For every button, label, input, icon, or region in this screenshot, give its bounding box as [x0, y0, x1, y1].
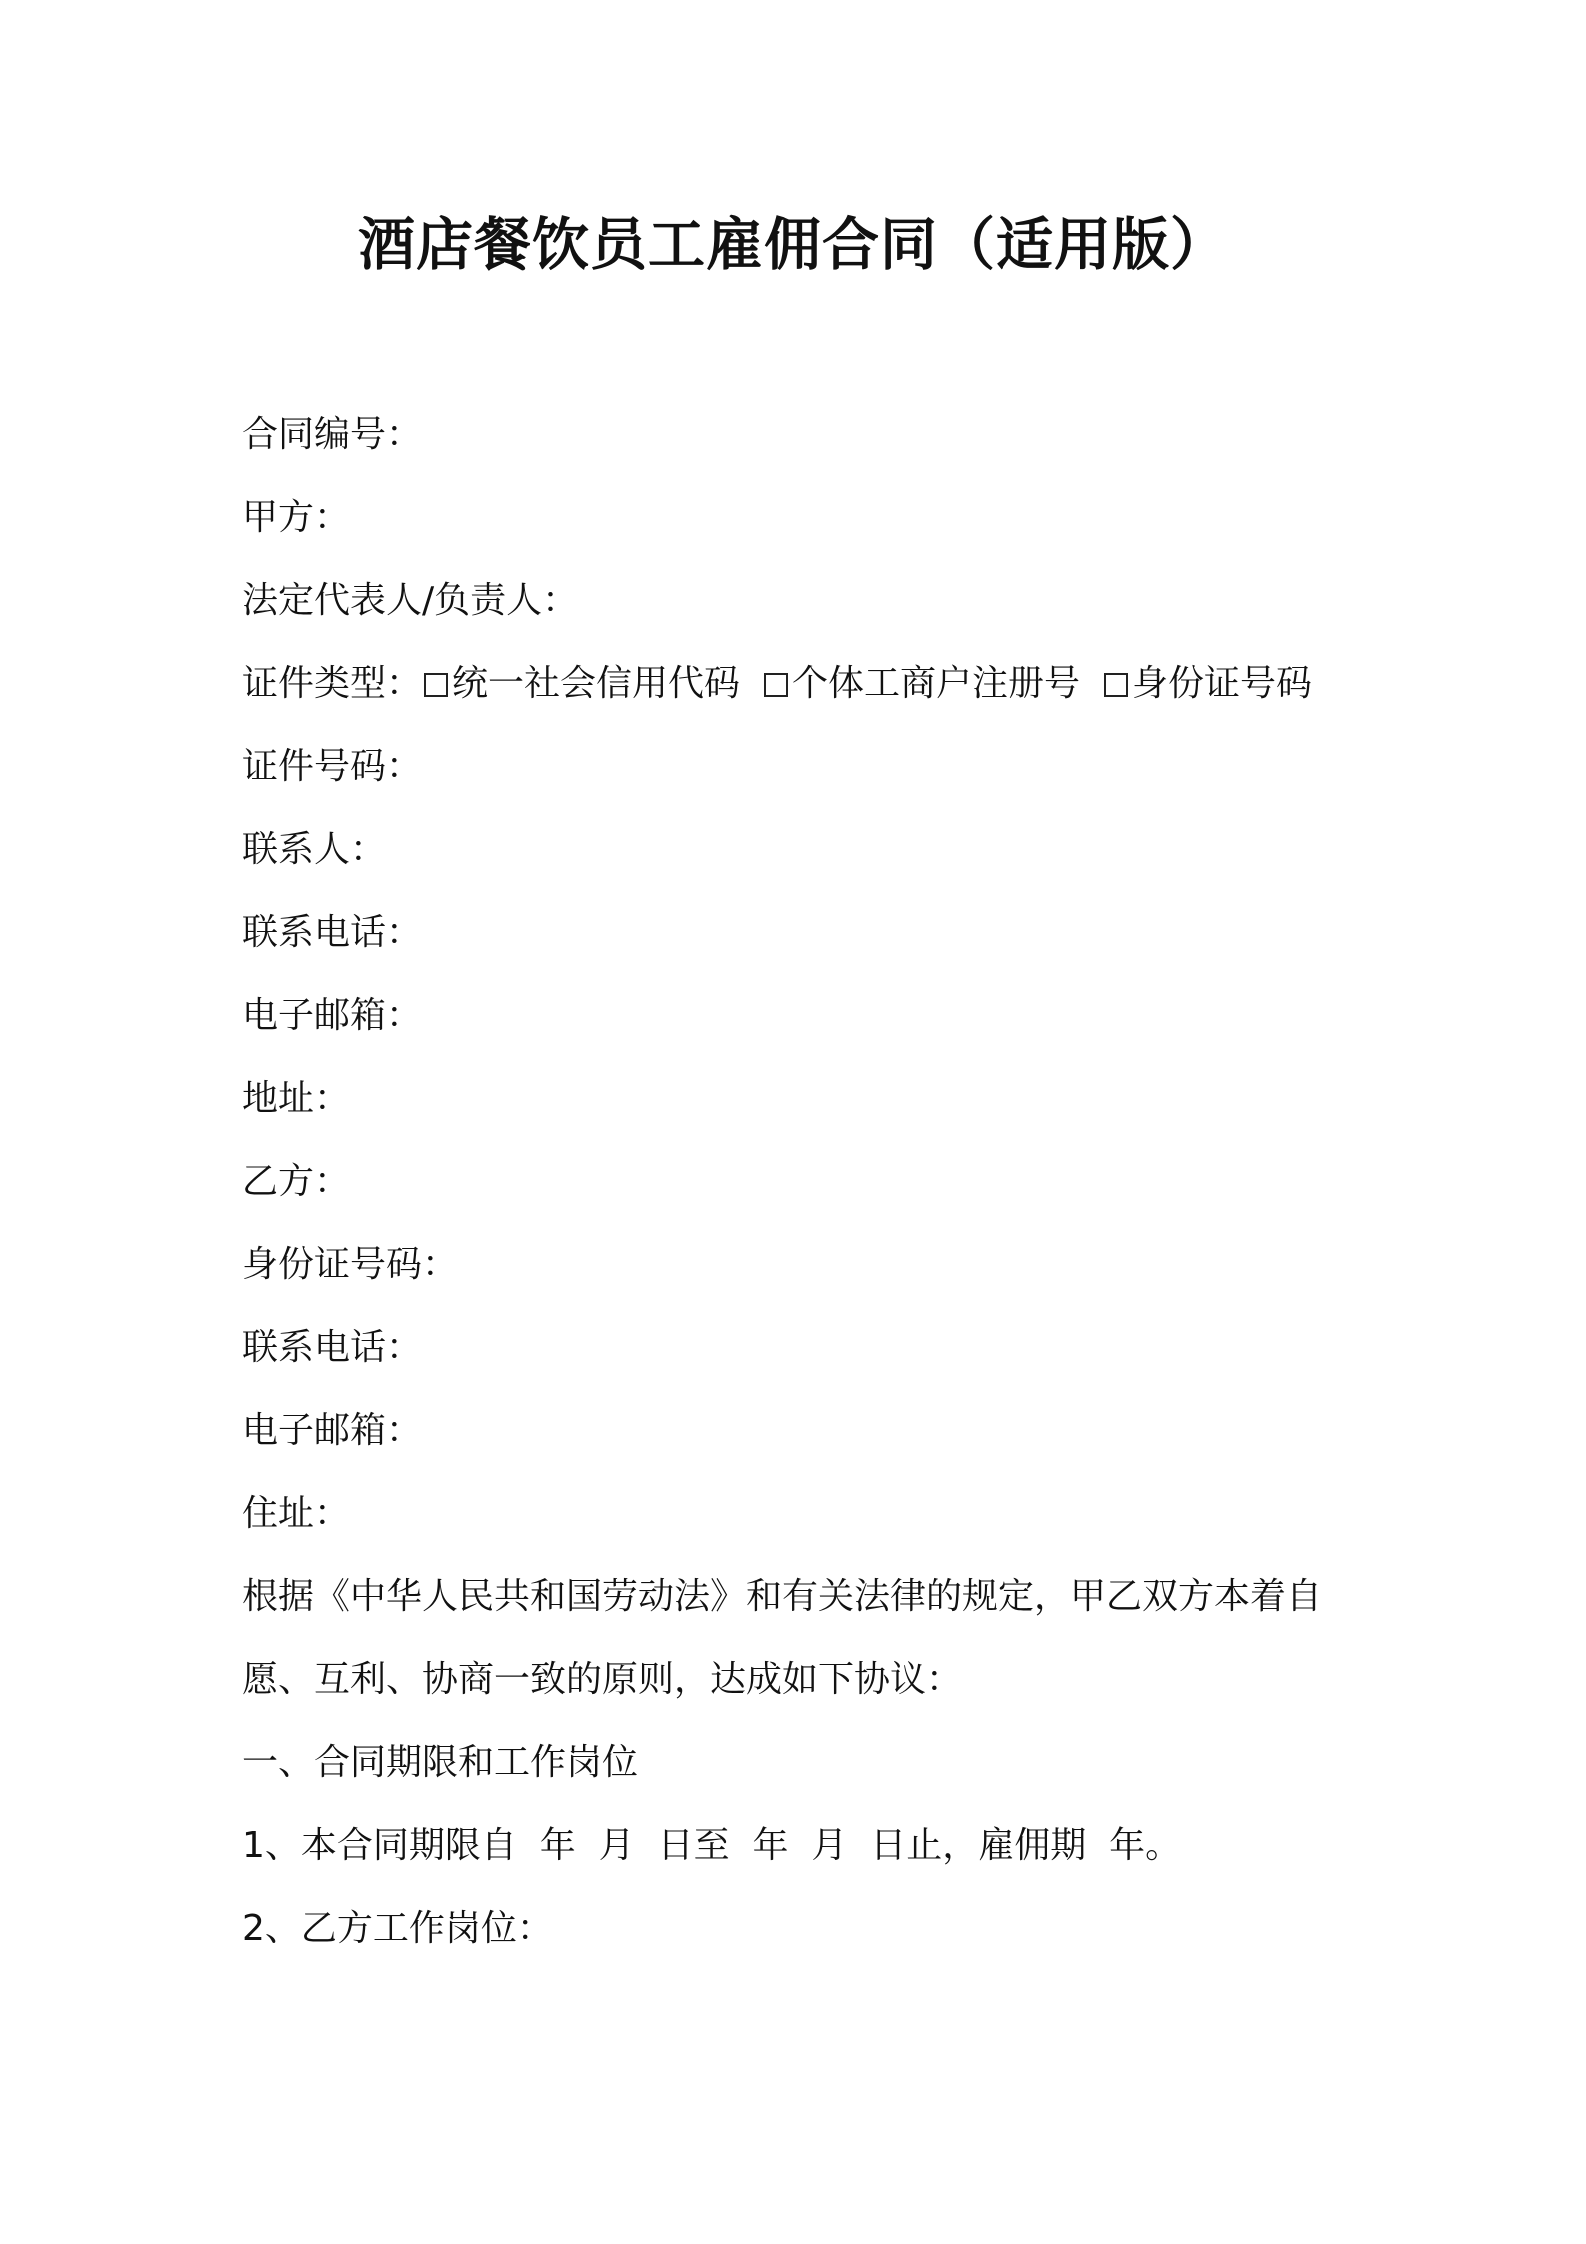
checkbox-icon[interactable]	[764, 673, 788, 697]
preamble-line-2: 愿、互利、协商一致的原则，达成如下协议：	[242, 1659, 963, 1700]
legal-representative-field: 法定代表人/负责人：	[242, 580, 579, 621]
party-a-field: 甲方：	[242, 497, 351, 538]
contract-number-field: 合同编号：	[242, 414, 423, 455]
party-a-email-field: 电子邮箱：	[242, 995, 423, 1036]
certificate-type-field	[242, 659, 1312, 709]
certificate-number-field: 证件号码：	[242, 746, 423, 787]
cert-option-id-card: 身份证号码	[1102, 663, 1312, 704]
party-b-field: 乙方：	[242, 1161, 351, 1202]
party-b-email-field: 电子邮箱：	[242, 1410, 423, 1451]
document-title: 酒店餐饮员工雇佣合同（适用版）	[358, 212, 1228, 278]
party-a-phone-field: 联系电话：	[242, 912, 423, 953]
cert-option-credit-code: 统一社会信用代码	[422, 663, 740, 704]
certificate-type-label: 证件类型：	[242, 663, 423, 704]
cert-option-business-reg: 个体工商户注册号	[762, 663, 1080, 704]
preamble-line-1: 根据《中华人民共和国劳动法》和有关法律的规定，甲乙双方本着自	[242, 1576, 1323, 1617]
clause-1: 1、本合同期限自 年 月 日至 年 月 日止，雇佣期 年。	[242, 1825, 1182, 1866]
section-heading: 一、合同期限和工作岗位	[242, 1742, 639, 1783]
contact-person-field: 联系人：	[242, 829, 387, 870]
party-b-residence-field: 住址：	[242, 1493, 351, 1534]
clause-2: 2、乙方工作岗位：	[242, 1908, 553, 1949]
party-b-id-field: 身份证号码：	[242, 1244, 459, 1285]
checkbox-icon[interactable]	[1104, 673, 1128, 697]
party-b-phone-field: 联系电话：	[242, 1327, 423, 1368]
party-a-address-field: 地址：	[242, 1078, 351, 1119]
checkbox-icon[interactable]	[424, 673, 448, 697]
